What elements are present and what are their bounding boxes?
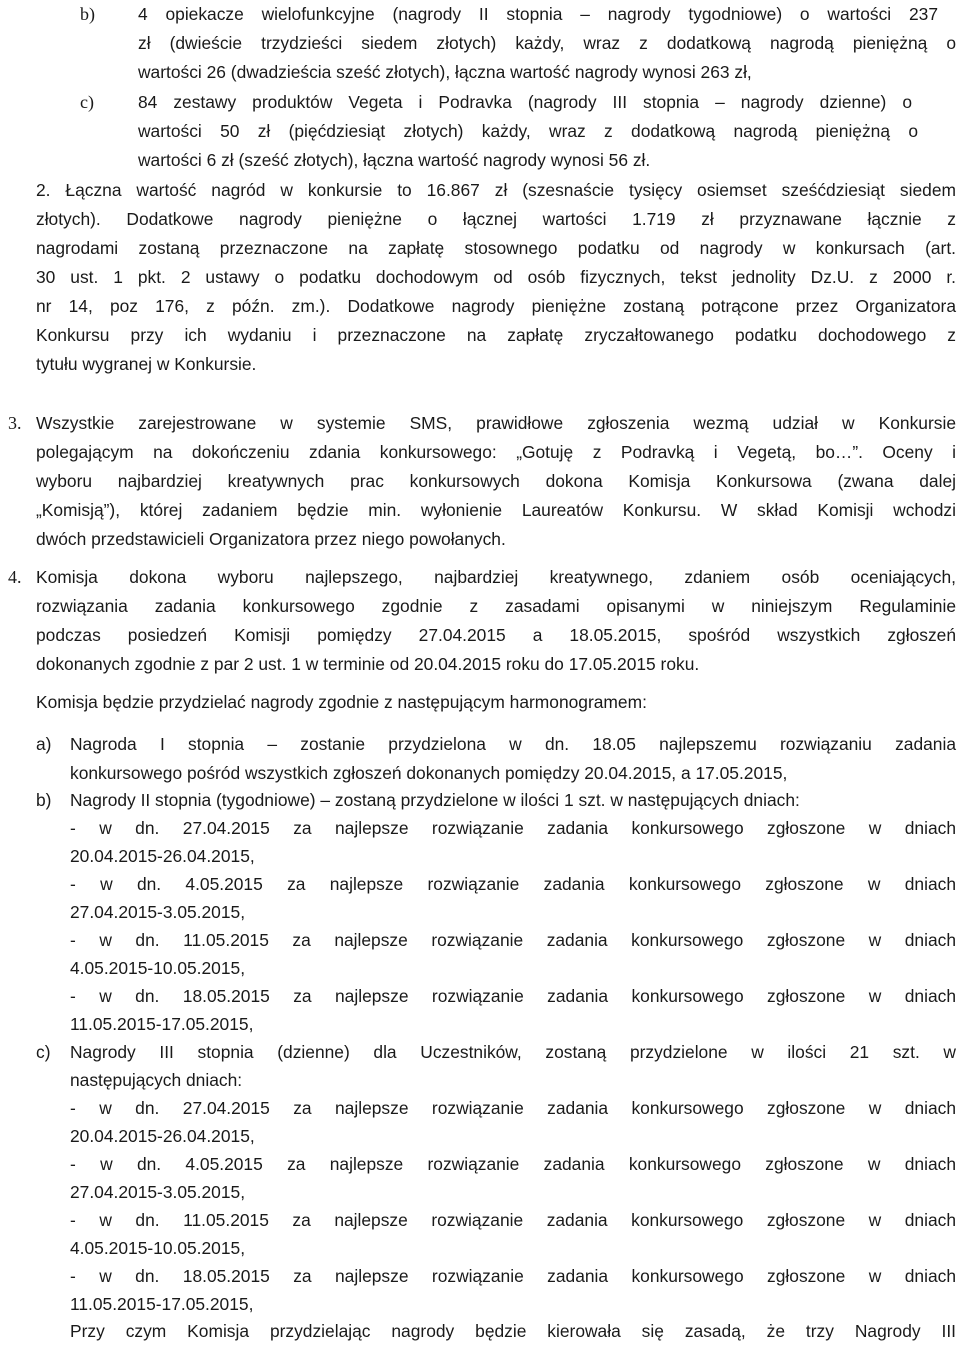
schedule-a-line-2: konkursowego pośród wszystkich zgłoszeń dokonanych pomiędzy 20.04.2015, a 17.05.2015, <box>70 763 788 783</box>
section-4-line-3: podczas posiedzeń Komisji pomiędzy 27.04.2015 a 18.05.2015, spośród wszystkich zgłoszeń <box>36 625 956 645</box>
schedule-b-entry-1-range: 20.04.2015-26.04.2015, <box>70 846 255 866</box>
schedule-c-entry-3: - w dn. 11.05.2015 za najlepsze rozwiązanie zadania konkursowego zgłoszone w dniach <box>70 1210 956 1230</box>
schedule-b-heading: Nagrody II stopnia (tygodniowe) – zostaną przydzielone w ilości 1 szt. w następujących dniach: <box>70 790 800 810</box>
section-3-line-5: dwóch przedstawicieli Organizatora przez niego powołanych. <box>36 529 506 549</box>
section-3-line-3: wyboru najbardziej kreatywnych prac konkursowych dokona Komisja Konkursowa (zwana dalej <box>36 471 956 491</box>
schedule-c-entry-1: - w dn. 27.04.2015 za najlepsze rozwiązanie zadania konkursowego zgłoszone w dniach <box>70 1098 956 1118</box>
section-3-line-1: Wszystkie zarejestrowane w systemie SMS, prawidłowe zgłoszenia wezmą udział w Konkursie <box>36 413 956 433</box>
prize-c-line-1: 84 zestawy produktów Vegeta i Podravka (nagrody III stopnia – nagrody dzienne) o <box>138 92 912 112</box>
schedule-b-entry-4: - w dn. 18.05.2015 za najlepsze rozwiązanie zadania konkursowego zgłoszone w dniach <box>70 986 956 1006</box>
schedule-c-label: c) <box>36 1042 51 1062</box>
section-3-number: 3. <box>8 413 22 433</box>
section-4-number: 4. <box>8 567 22 587</box>
schedule-c-entry-4: - w dn. 18.05.2015 za najlepsze rozwiązanie zadania konkursowego zgłoszone w dniach <box>70 1266 956 1286</box>
schedule-c-entry-2: - w dn. 4.05.2015 za najlepsze rozwiązanie zadania konkursowego zgłoszone w dniach <box>70 1154 956 1174</box>
schedule-b-entry-3-range: 4.05.2015-10.05.2015, <box>70 958 246 978</box>
section-4-line-4: dokonanych zgodnie z par 2 ust. 1 w terminie od 20.04.2015 roku do 17.05.2015 roku. <box>36 654 700 674</box>
prize-c-label: c) <box>80 92 94 112</box>
section-4-line-2: rozwiązania zadania konkursowego zgodnie z zasadami opisanymi w niniejszym Regulaminie <box>36 596 956 616</box>
section-2-line-2: złotych). Dodatkowe nagrody pieniężne o łącznej wartości 1.719 zł przyznawane łącznie z <box>36 209 956 229</box>
section-4-line-1: Komisja dokona wyboru najlepszego, najbardziej kreatywnego, zdaniem osób oceniających, <box>36 567 956 587</box>
schedule-c-entry-2-range: 27.04.2015-3.05.2015, <box>70 1182 246 1202</box>
prize-c-line-2: wartości 50 zł (pięćdziesiąt złotych) każdy, wraz z dodatkową nagrodą pieniężną o <box>138 121 918 141</box>
prize-b-line-2: zł (dwieście trzydzieści siedem złotych) każdy, wraz z dodatkową nagrodą pieniężną o <box>138 33 956 53</box>
section-2-line-4: 30 ust. 1 pkt. 2 ustawy o podatku dochodowym od osób fizycznych, tekst jednolity Dz.U. z 2000 r. <box>36 267 956 287</box>
section-2-line-1: 2. Łączna wartość nagród w konkursie to 16.867 zł (szesnaście tysięcy osiemset sześćdziesiąt siedem <box>36 180 956 200</box>
schedule-intro: Komisja będzie przydzielać nagrody zgodnie z następującym harmonogramem: <box>36 692 647 712</box>
schedule-c-trailing: Przy czym Komisja przydzielając nagrody będzie kierowała się zasadą, że trzy Nagrody III <box>70 1321 956 1341</box>
section-2-line-6: Konkursu przy ich wydaniu i przeznaczone na zapłatę zryczałtowanego podatku dochodowego z <box>36 325 956 345</box>
schedule-c-entry-4-range: 11.05.2015-17.05.2015, <box>70 1294 254 1314</box>
section-2-line-7: tytułu wygranej w Konkursie. <box>36 354 257 374</box>
schedule-b-label: b) <box>36 790 52 810</box>
schedule-c-heading-2: następujących dniach: <box>70 1070 243 1090</box>
schedule-b-entry-3: - w dn. 11.05.2015 za najlepsze rozwiązanie zadania konkursowego zgłoszone w dniach <box>70 930 956 950</box>
section-2-line-3: nagrodami zostaną przeznaczone na zapłatę stosownego podatku od nagrody w konkursach (art. <box>36 238 956 258</box>
schedule-b-entry-2: - w dn. 4.05.2015 za najlepsze rozwiązanie zadania konkursowego zgłoszone w dniach <box>70 874 956 894</box>
schedule-c-entry-3-range: 4.05.2015-10.05.2015, <box>70 1238 246 1258</box>
schedule-c-heading-1: Nagrody III stopnia (dzienne) dla Uczestników, zostaną przydzielone w ilości 21 szt. w <box>70 1042 956 1062</box>
schedule-a-label: a) <box>36 734 52 754</box>
section-3-line-4: „Komisją”), której zadaniem będzie min. wyłonienie Laureatów Konkursu. W skład Komisji wchodzi <box>36 500 956 520</box>
schedule-a-line-1: Nagroda I stopnia – zostanie przydzielona w dn. 18.05 najlepszemu rozwiązaniu zadania <box>70 734 956 754</box>
section-3-line-2: polegającym na dokończeniu zdania konkursowego: „Gotuję z Podravką i Vegetą, bo…”. Oceny i <box>36 442 956 462</box>
schedule-b-entry-1: - w dn. 27.04.2015 za najlepsze rozwiązanie zadania konkursowego zgłoszone w dniach <box>70 818 956 838</box>
schedule-b-entry-2-range: 27.04.2015-3.05.2015, <box>70 902 246 922</box>
schedule-b-entry-4-range: 11.05.2015-17.05.2015, <box>70 1014 254 1034</box>
prize-c-line-3: wartości 6 zł (sześć złotych), łączna wartość nagrody wynosi 56 zł. <box>138 150 651 170</box>
prize-b-line-1: 4 opiekacze wielofunkcyjne (nagrody II stopnia – nagrody tygodniowe) o wartości 237 <box>138 4 938 24</box>
schedule-c-entry-1-range: 20.04.2015-26.04.2015, <box>70 1126 255 1146</box>
prize-b-label: b) <box>80 4 95 24</box>
prize-b-line-3: wartości 26 (dwadzieścia sześć złotych), łączna wartość nagrody wynosi 263 zł, <box>138 62 752 82</box>
section-2-line-5: nr 14, poz 176, z późn. zm.). Dodatkowe nagrody pieniężne zostaną potrącone przez Organizatora <box>36 296 956 316</box>
prize-item-c <box>80 88 94 116</box>
